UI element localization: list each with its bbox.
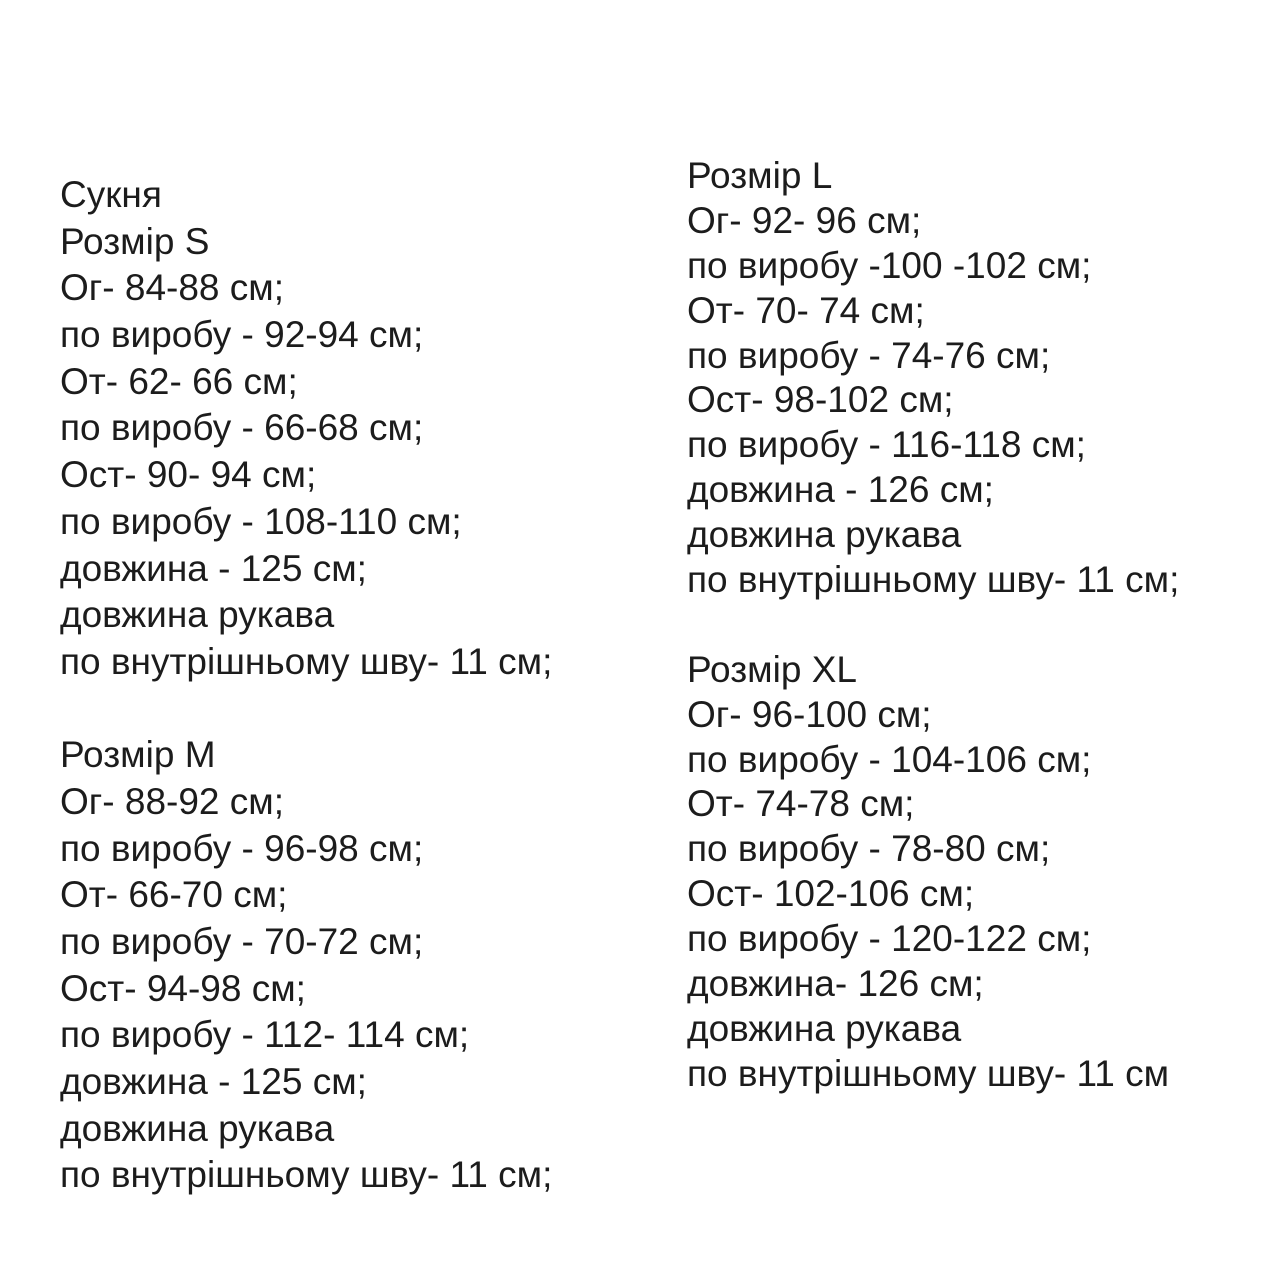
size-heading: Розмір S — [60, 220, 210, 262]
measurement-line: довжина- 126 см; — [687, 963, 984, 1005]
size-section-l — [687, 154, 1179, 603]
measurement-line: От- 70- 74 см; — [687, 289, 925, 331]
measurement-line: по виробу - 104-106 см; — [687, 738, 1092, 780]
measurement-line: по виробу - 96-98 см; — [60, 827, 424, 869]
measurement-line: Ог- 88-92 см; — [60, 780, 285, 822]
measurement-line: Ост- 94-98 см; — [60, 967, 306, 1009]
measurement-line: довжина - 125 см; — [60, 547, 367, 589]
measurement-line: Ост- 98-102 см; — [687, 379, 954, 421]
measurement-line: по виробу - 108-110 см; — [60, 500, 462, 542]
size-heading: Розмір M — [60, 734, 216, 776]
measurement-line: Ог- 92- 96 см; — [687, 199, 922, 241]
measurement-line: по виробу - 116-118 см; — [687, 424, 1086, 466]
measurement-line: довжина рукава — [687, 514, 962, 556]
measurement-line: довжина рукава — [687, 1007, 962, 1049]
document-title: Сукня — [60, 174, 162, 215]
measurement-line: Ост- 102-106 см; — [687, 873, 975, 915]
measurement-line: по виробу - 70-72 см; — [60, 921, 424, 962]
measurement-line: по виробу - 74-76 см; — [687, 334, 1051, 376]
measurement-line: по внутрішньому шву- 11 см; — [60, 640, 553, 682]
measurement-line: по виробу - 112- 114 см; — [60, 1014, 470, 1056]
measurement-line: по виробу - 120-122 см; — [687, 918, 1092, 960]
measurement-line: довжина - 125 см; — [60, 1061, 367, 1103]
size-section-s — [60, 219, 552, 686]
size-heading: Розмір XL — [687, 648, 857, 690]
measurement-line: От- 66-70 см; — [60, 874, 288, 916]
measurement-line: Ог- 96-100 см; — [687, 693, 932, 735]
measurement-line: довжина рукава — [60, 594, 335, 636]
measurement-line: Ог- 84-88 см; — [60, 267, 285, 309]
measurement-line: по внутрішньому шву- 11 см — [687, 1052, 1170, 1094]
measurement-line: Ост- 90- 94 см; — [60, 454, 317, 496]
measurement-line: От- 62- 66 см; — [60, 360, 298, 402]
size-section-xl — [687, 648, 1179, 1097]
measurement-line: довжина - 126 см; — [687, 469, 994, 511]
measurement-line: довжина рукава — [60, 1107, 335, 1149]
measurement-line: по виробу - 92-94 см; — [60, 314, 424, 356]
left-column — [60, 172, 552, 1199]
measurement-line: От- 74-78 см; — [687, 783, 915, 825]
size-section-m — [60, 732, 552, 1199]
right-column — [687, 154, 1179, 1097]
size-heading: Розмір L — [687, 155, 833, 196]
measurement-line: по виробу - 78-80 см; — [687, 828, 1051, 870]
measurement-line: по виробу - 66-68 см; — [60, 407, 424, 449]
measurement-line: по внутрішньому шву- 11 см; — [687, 559, 1180, 601]
measurement-line: по виробу -100 -102 см; — [687, 244, 1092, 286]
measurement-line: по внутрішньому шву- 11 см; — [60, 1154, 553, 1196]
